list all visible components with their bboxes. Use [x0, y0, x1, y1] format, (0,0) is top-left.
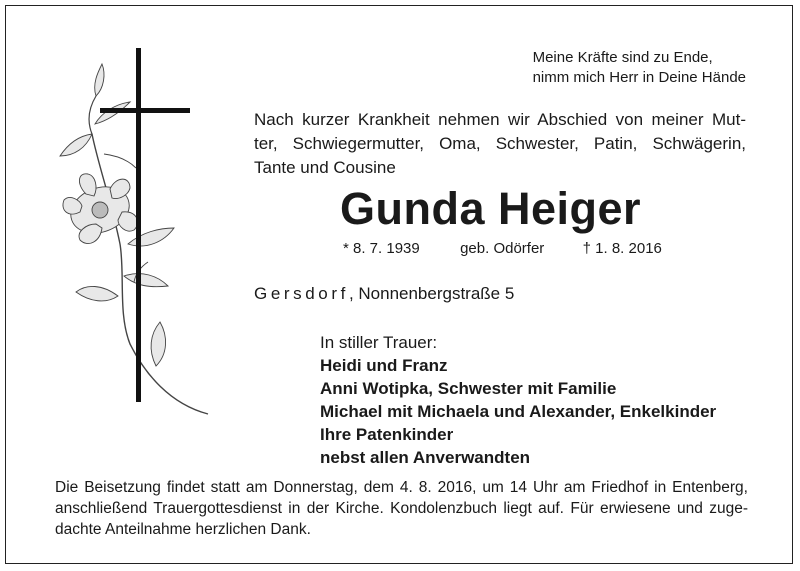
address-place: Gersdorf	[254, 284, 349, 303]
cross-with-flower-decoration	[50, 44, 220, 424]
funeral-line: anschließend Trauergottesdienst in der Kirche. Kondolenzbuch liegt auf. Für erwiesene und zuge-	[55, 500, 748, 517]
funeral-info	[55, 477, 748, 540]
intro-line: Nach kurzer Krankheit nehmen wir Abschied von meiner Mut-	[254, 110, 746, 129]
maiden-name: geb. Odörfer	[460, 240, 545, 257]
motto-line: Meine Kräfte sind zu Ende,	[532, 49, 713, 66]
mourner-name: Heidi und Franz	[320, 356, 448, 375]
funeral-line: dachte Anteilnahme herzlichen Dank.	[55, 521, 311, 538]
mourner-name: Anni Wotipka, Schwester mit Familie	[320, 379, 617, 398]
motto-verse	[533, 48, 746, 88]
intro-line: Tante und Cousine	[254, 158, 396, 177]
intro-text	[254, 108, 746, 180]
deceased-name: Gunda Heiger	[340, 183, 642, 234]
flower-branch-icon	[60, 64, 208, 414]
mourner-name: Michael mit Michaela und Alexander, Enkelkinder	[320, 402, 717, 421]
intro-line: ter, Schwiegermutter, Oma, Schwester, Patin, Schwägerin,	[254, 134, 746, 153]
mourners-block	[320, 331, 716, 469]
life-dates	[343, 240, 662, 257]
mourner-name: Ihre Patenkinder	[320, 425, 454, 444]
motto-line: nimm mich Herr in Deine Hände	[532, 69, 746, 86]
death-date: † 1. 8. 2016	[582, 240, 662, 257]
birth-date: * 8. 7. 1939	[343, 240, 420, 257]
address	[254, 284, 514, 304]
address-street: , Nonnenbergstraße 5	[348, 284, 515, 303]
mourner-name: nebst allen Anverwandten	[320, 448, 531, 467]
funeral-line: Die Beisetzung findet statt am Donnerstag, dem 4. 8. 2016, um 14 Uhr am Friedhof in Entenberg,	[55, 479, 748, 496]
mourners-heading: In stiller Trauer:	[320, 333, 438, 352]
